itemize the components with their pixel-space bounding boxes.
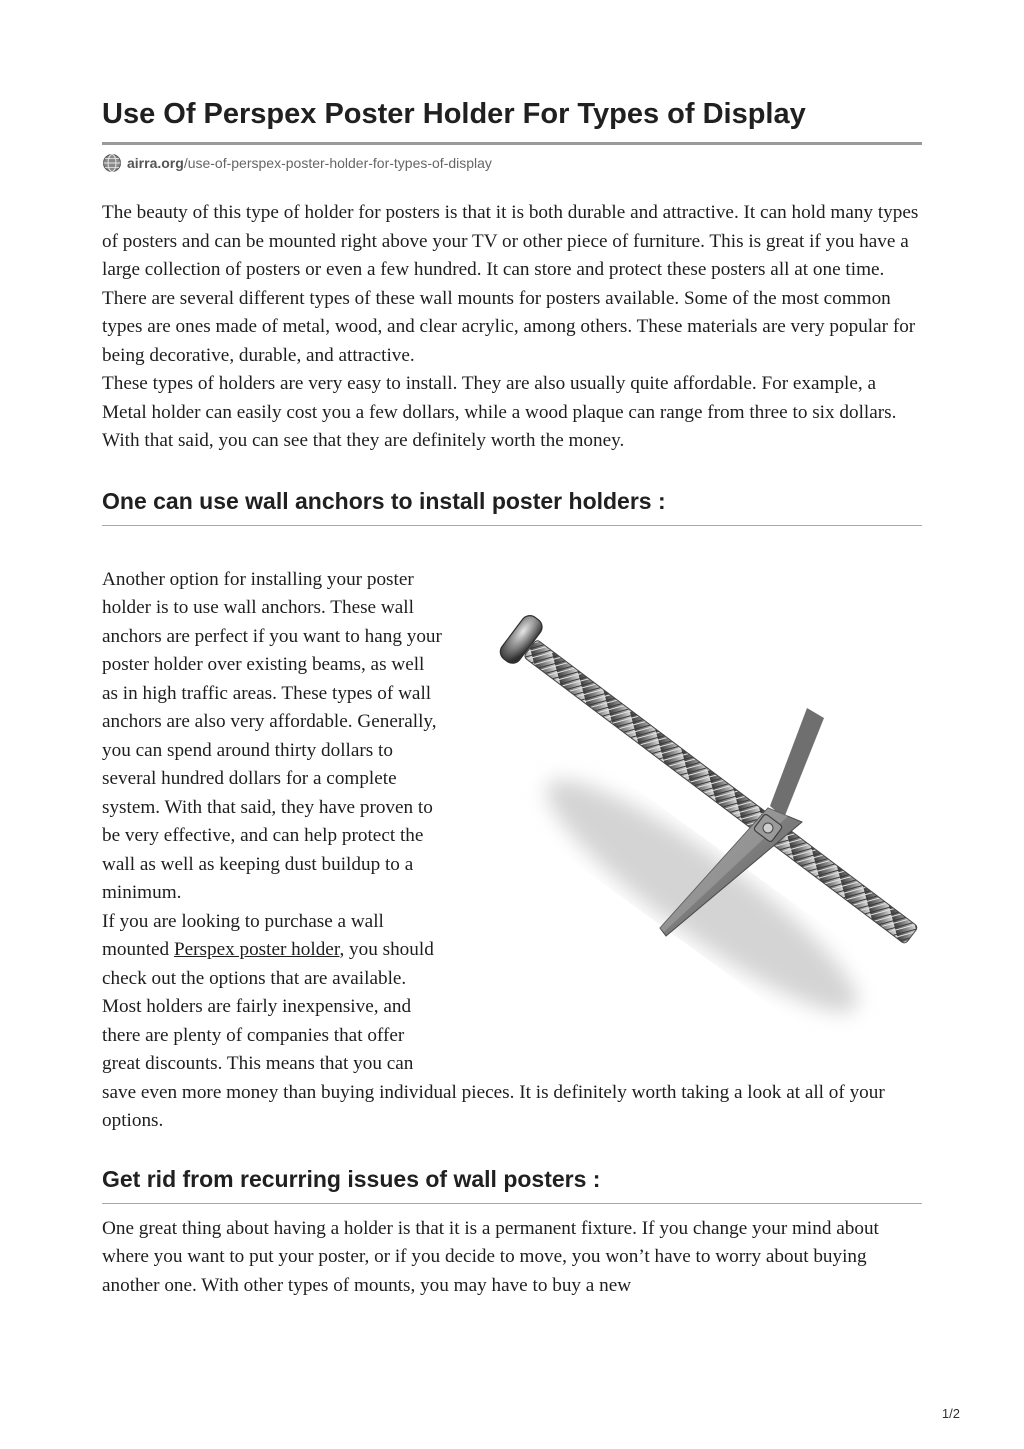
- source-domain[interactable]: airra.org: [127, 155, 184, 171]
- paragraph-text: , you should check out the options that are available. Most holders are fairly inexpensive, and there are plenty of companies that offer great discounts. This means that you can save even more money than buying individual pieces. It is definitely worth taking a look at all of your options.: [102, 939, 885, 1131]
- source-line: [102, 153, 922, 173]
- toggle-bolt-image: [452, 596, 922, 1051]
- section-heading-wall-anchors: One can use wall anchors to install poster holders :: [102, 486, 922, 526]
- section-wall-anchors: [102, 566, 922, 1136]
- paragraph-text: If you are looking to purchase a wall mounted: [102, 910, 384, 960]
- page-number: 1/2: [941, 1406, 960, 1421]
- perspex-poster-holder-link[interactable]: Perspex poster holder: [173, 939, 340, 960]
- intro-text: [102, 199, 922, 456]
- source-path[interactable]: /use-of-perspex-poster-holder-for-types-of-display: [183, 155, 492, 171]
- wall-anchors-paragraph: Another option for installing your poster holder is to use wall anchors. These wall anchors are perfect if you want to hang your poster holder over existing beams, as well as in high traffic areas. These types of wall anchors are also very affordable. Generally, you can spend around thirty dollars to several hundred dollars for a complete system. With that said, they have proven to be very effective, and can help protect the wall as well as keeping dust buildup to a minimum.: [102, 568, 442, 903]
- page-title: Use Of Perspex Poster Holder For Types of Display: [102, 96, 922, 145]
- intro-paragraph: There are several different types of these wall mounts for posters available. Some of the most common types are ones made of metal, wood, and clear acrylic, among others. These materials are very popular for being decorative, durable, and attractive.: [102, 287, 916, 366]
- section-recurring-issues: [102, 1215, 922, 1301]
- recurring-issues-paragraph: One great thing about having a holder is that it is a permanent fixture. If you change your mind about where you want to put your poster, or if you decide to move, you won’t have to worry about buying another one. With other types of mounts, you may have to buy a new: [102, 1217, 879, 1296]
- intro-paragraph: These types of holders are very easy to install. They are also usually quite affordable. For example, a Metal holder can easily cost you a few dollars, while a wood plaque can range from three to six dollars. With that said, you can see that they are definitely worth the money.: [102, 373, 897, 451]
- intro-paragraph: The beauty of this type of holder for posters is that it is both durable and attractive. It can hold many types of posters and can be mounted right above your TV or other piece of furniture. This is great if you have a large collection of posters or even a few hundred. It can store and protect these posters all at one time.: [102, 202, 919, 280]
- globe-icon: [102, 153, 122, 173]
- section-heading-recurring-issues: Get rid from recurring issues of wall posters :: [102, 1164, 922, 1204]
- document-page: [102, 96, 922, 1300]
